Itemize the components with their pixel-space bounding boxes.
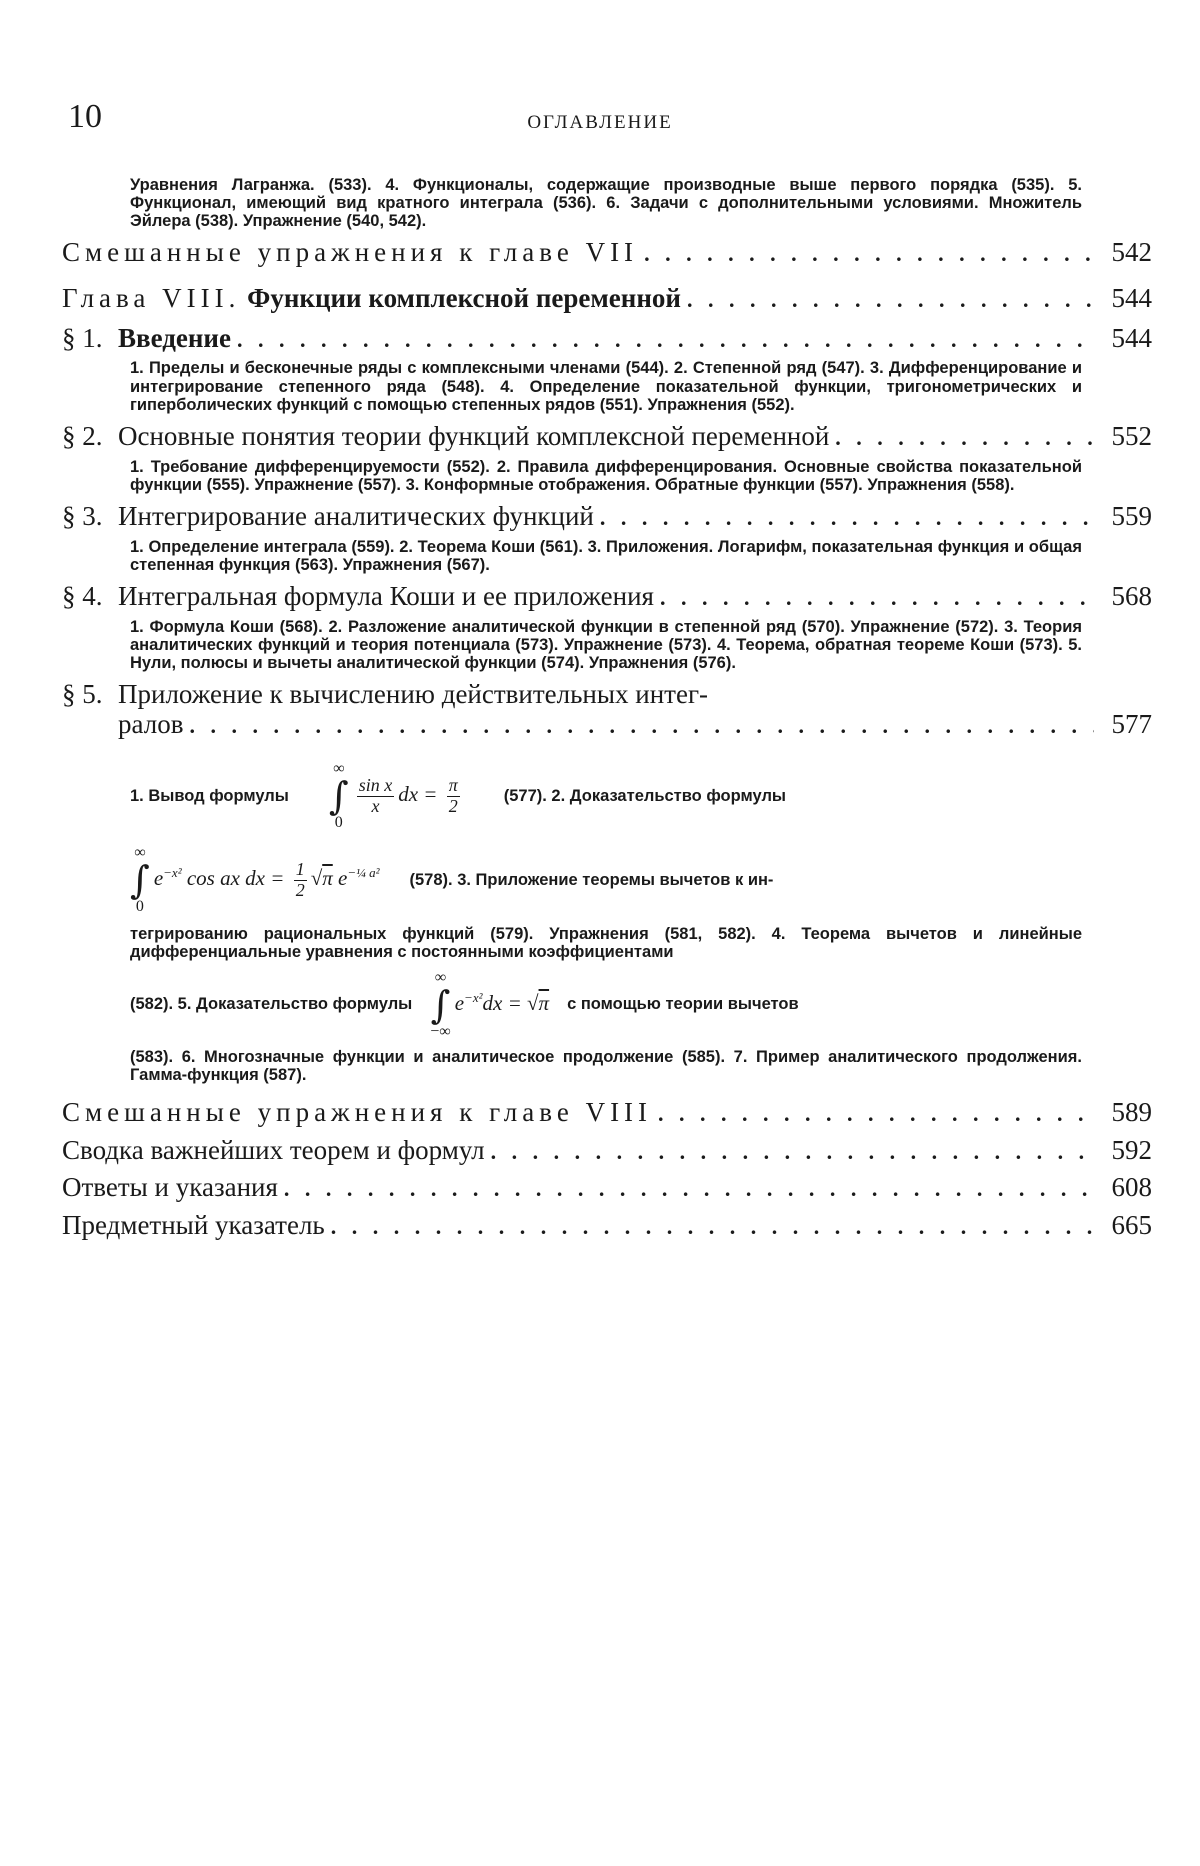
entry-page: 544 [1111, 283, 1152, 314]
chapter-title: Функции комплексной переменной [247, 283, 681, 314]
entry-title: Сводка важнейших теорем и формул [62, 1134, 485, 1165]
entry-page: 568 [1111, 580, 1152, 611]
dot-leader [600, 506, 1094, 530]
section-mark: § 1. [62, 322, 103, 353]
section-title-line1: Приложение к вычислению действительных интег- [118, 678, 709, 709]
section-title: Основные понятия теории функций комплексной переменной [118, 420, 830, 451]
integral-sign-icon: ∫ [130, 858, 150, 903]
formula-gauss-integral: ∞ ∫ −∞ $e^{-x^2}dx = √\pi$ [430, 968, 550, 1040]
formula-3-prefix: (582). 5. Доказательство формулы [130, 995, 413, 1014]
entry-title [62, 582, 654, 612]
toc-entry-summary [62, 1136, 1152, 1166]
toc-entry-section-5 [62, 710, 1152, 740]
entry-page: 577 [1111, 708, 1152, 739]
entry-page: 559 [1111, 500, 1152, 531]
section-1-subentries: 1. Пределы и бесконечные ряды с комплексными членами (544). 2. Степенной ряд (547). 3. Дифференцирование и интегрирование степенного ряда (548). 4. Определение показательной функции, тригонометрических и гиперболических функций с помощью степенных рядов (551). Упражнения (552). [130, 359, 1082, 414]
dot-leader [189, 714, 1094, 738]
toc-entry-index [62, 1211, 1152, 1241]
toc-entry-mixed-exercises-8 [62, 1098, 1152, 1128]
entry-page: 592 [1111, 1134, 1152, 1165]
section-title: Интегральная формула Коши и ее приложения [118, 580, 654, 611]
intro-subentries: Уравнения Лагранжа. (533). 4. Функционалы, содержащие производные выше первого порядка (535). 5. Функционал, имеющий вид кратного интеграла (536). 6. Задачи с дополнительными условиями. Множитель Эйлера (538). Упражнение (540, 542). [130, 176, 1082, 231]
dot-leader [284, 1177, 1094, 1201]
page-number: 10 [68, 98, 102, 135]
integral-limits: ∞ ∫ 0 [328, 760, 349, 832]
section-title: Введение [118, 322, 231, 353]
dot-leader [491, 1140, 1094, 1164]
dot-leader [331, 1215, 1094, 1239]
entry-page: 608 [1111, 1172, 1152, 1203]
section-mark: § 4. [62, 580, 103, 611]
integral-limits: ∞ ∫ −∞ [430, 968, 451, 1040]
toc-entry-answers [62, 1173, 1152, 1203]
entry-page: 665 [1111, 1209, 1152, 1240]
formula-line-3 [130, 970, 1082, 1040]
toc-entry-section-1 [62, 324, 1152, 354]
toc-entry-section-5-line1 [62, 680, 1152, 710]
formula-3-suffix: с помощью теории вычетов [567, 995, 799, 1014]
running-head: ОГЛАВЛЕНИЕ [527, 112, 673, 133]
entry-title [62, 284, 681, 314]
entry-title [62, 502, 594, 532]
toc-entry-section-3 [62, 502, 1152, 532]
toc-entry-mixed-exercises-7 [62, 238, 1152, 268]
section-5-subentries-b: (583). 6. Многозначные функции и аналитическое продолжение (585). 7. Пример аналитического продолжения. Гамма-функция (587). [130, 1047, 1082, 1084]
entry-title: Смешанные упражнения к главе VIII [62, 1096, 653, 1127]
dot-leader [237, 328, 1094, 352]
toc-entry-chapter-8 [62, 284, 1152, 314]
entry-title [62, 324, 231, 354]
formula-cos-integral: ∞ ∫ 0 $e^{-x^2}$ cos ax dx = $\frac{1}{2}$ √π $e^{-\frac{1}{4} a^2}$ [130, 844, 380, 916]
integral-sign-icon: ∫ [430, 982, 451, 1027]
entry-page: 542 [1111, 237, 1152, 268]
section-mark: § 5. [62, 678, 103, 709]
entry-page: 552 [1111, 420, 1152, 451]
entry-title: Ответы и указания [62, 1172, 278, 1203]
dot-leader [658, 1102, 1094, 1126]
section-mark: § 3. [62, 500, 103, 531]
formula-1-prefix: 1. Вывод формулы [130, 786, 289, 805]
dot-leader [644, 242, 1094, 266]
dot-leader [687, 288, 1094, 312]
formula-sinx-over-x: ∞ ∫ 0 $\frac{\text{sin x}}{x}$ dx = $\frac{\pi}{2}$ [328, 760, 458, 832]
formula-2-suffix: (578). 3. Приложение теоремы вычетов к ин- [409, 870, 774, 889]
section-4-subentries: 1. Формула Коши (568). 2. Разложение аналитической функции в степенной ряд (570). Упражнение (572). 3. Теория аналитических функций и теория потенциала (573). Упражнение (573). 4. Теорема, обратная теореме Коши (573). 5. Нули, полюсы и вычеты аналитической функции (574). Упражнения (576). [130, 617, 1082, 672]
formula-1-suffix: (577). 2. Доказательство формулы [503, 786, 787, 805]
integral-limits: ∞ ∫ 0 [130, 844, 150, 916]
entry-page: 544 [1111, 322, 1152, 353]
section-mark: § 2. [62, 420, 103, 451]
dot-leader [660, 586, 1094, 610]
formula-line-1 [130, 761, 1082, 831]
chapter-prefix: Глава VIII. [62, 283, 241, 314]
section-title-line2: ралов [118, 708, 184, 739]
entry-page: 589 [1111, 1096, 1152, 1127]
section-3-subentries: 1. Определение интеграла (559). 2. Теорема Коши (561). 3. Приложения. Логарифм, показательная функция и общая степенная функция (563). Упражнения (567). [130, 537, 1082, 574]
formula-line-2 [130, 845, 1082, 915]
entry-title [62, 422, 829, 452]
toc-entry-section-2 [62, 422, 1152, 452]
table-of-contents [62, 176, 1152, 1241]
section-title: Интегрирование аналитических функций [118, 500, 594, 531]
section-2-subentries: 1. Требование дифференцируемости (552). 2. Правила дифференцирования. Основные свойства показательной функции (555). Упражнение (557). 3. Конформные отображения. Обратные функции (557). Упражнения (558). [130, 457, 1082, 494]
dot-leader [835, 426, 1094, 450]
toc-entry-section-4 [62, 582, 1152, 612]
section-5-subentries-a: тегрированию рациональных функций (579). Упражнения (581, 582). 4. Теорема вычетов и линейные дифференциальные уравнения с постоянными коэффициентами [130, 925, 1082, 962]
entry-title: Предметный указатель [62, 1209, 325, 1240]
entry-title: Смешанные упражнения к главе VII [62, 237, 639, 268]
integral-sign-icon: ∫ [328, 774, 349, 819]
